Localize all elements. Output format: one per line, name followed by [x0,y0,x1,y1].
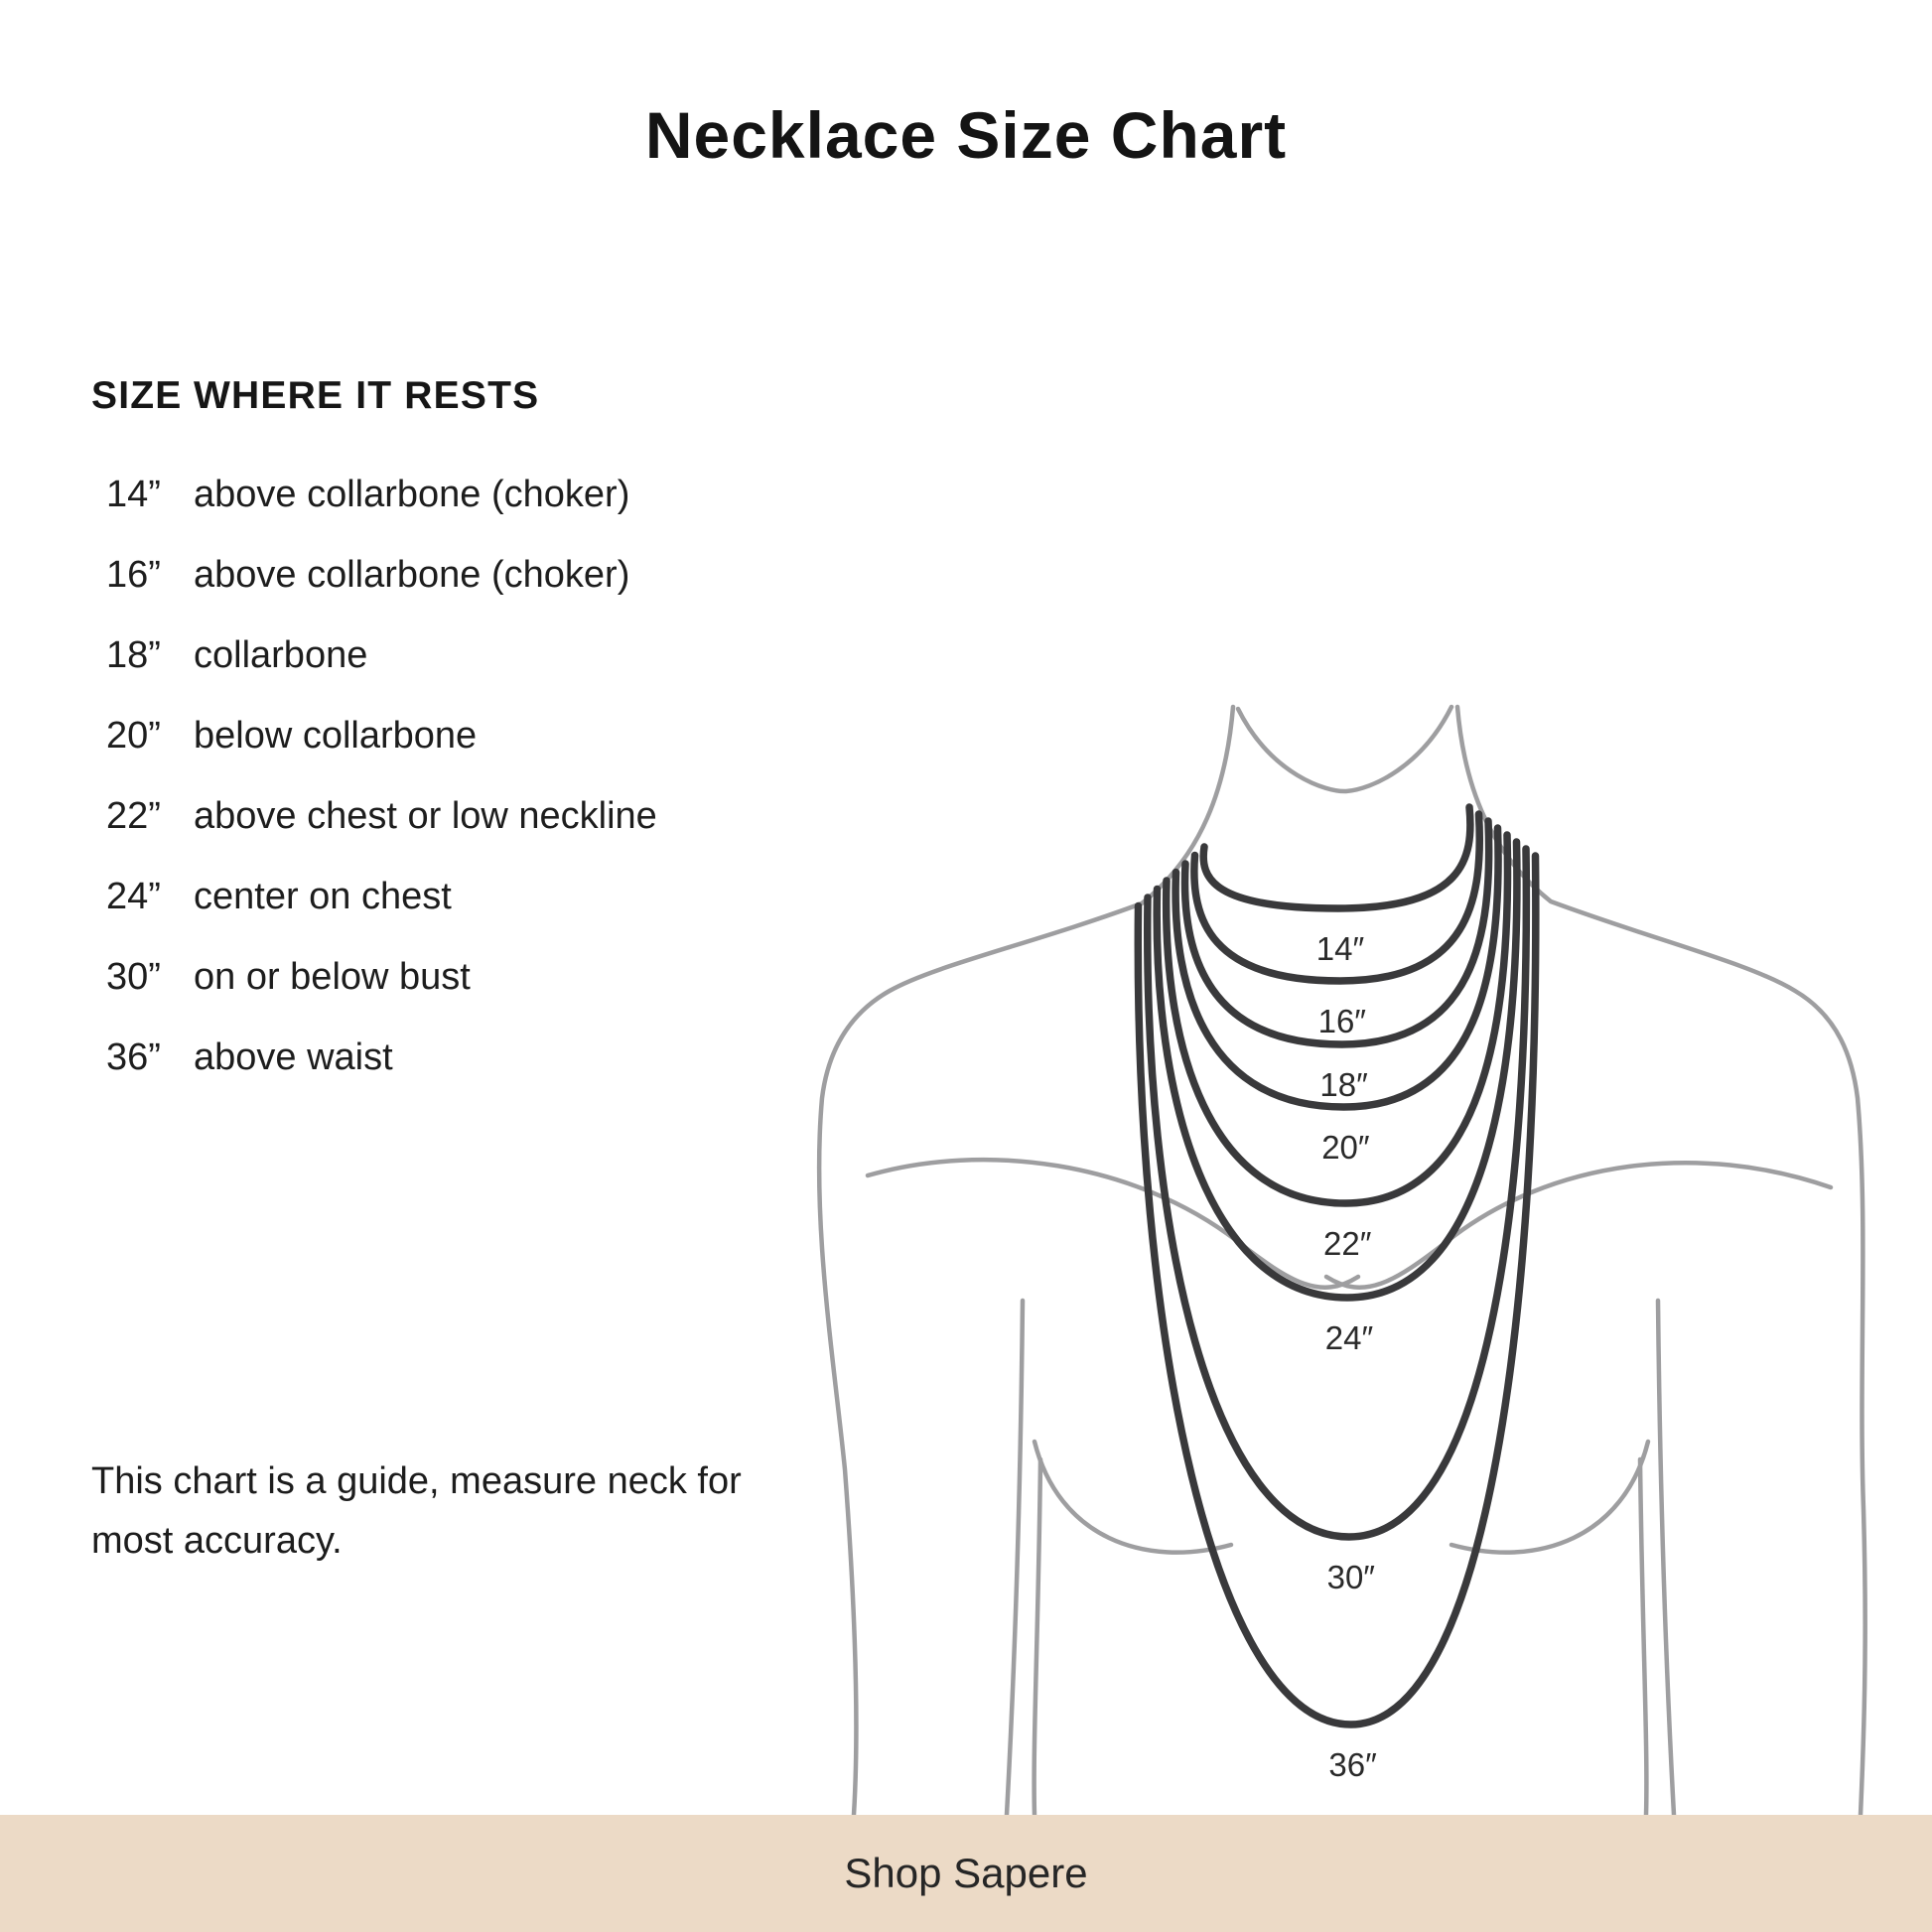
necklace-length-label-30: 30″ [1326,1559,1375,1595]
bust-curve-left [868,1160,1358,1288]
guide-note: This chart is a guide, measure neck for most accuracy. [91,1460,742,1562]
table-row [91,875,806,918]
table-row [91,553,806,597]
necklace-path-18 [1184,821,1488,1044]
rest-cell: collarbone [194,634,368,676]
table-row [91,714,806,758]
size-cell: 22” [106,795,161,837]
torso-side-right [1640,1459,1646,1815]
size-cell: 16” [106,554,161,596]
rest-cell: center on chest [194,876,452,917]
size-cell: 14” [106,474,161,515]
necklace-length-label-24: 24″ [1324,1319,1374,1356]
size-table-rows [91,473,806,1079]
size-cell: 20” [106,715,161,757]
necklace-length-label-20: 20″ [1321,1129,1370,1166]
rests-column-header: WHERE IT RESTS [194,374,540,417]
chin-curve [1238,707,1451,791]
size-table-header [91,373,806,419]
rest-cell: above chest or low neckline [194,795,657,837]
rest-cell: on or below bust [194,956,471,998]
necklace-path-20 [1175,828,1498,1107]
rest-cell: above collarbone (choker) [194,554,630,596]
underbust-curve-left [1035,1442,1231,1553]
necklace-path-36 [1138,856,1536,1725]
size-cell: 24” [106,876,161,917]
rest-cell: below collarbone [194,715,478,757]
table-row [91,473,806,516]
table-row [91,633,806,677]
underbust-curve-right [1451,1442,1648,1553]
necklace-length-label-16: 16″ [1317,1003,1366,1039]
necklace-path-30 [1148,849,1527,1537]
necklace-path-24 [1157,842,1517,1298]
size-column-header: SIZE [91,374,183,417]
arm-inner-right [1658,1301,1674,1815]
footer-bar [0,1815,1932,1932]
body-outline-left [819,707,1233,1815]
body-outline-right [1457,707,1865,1815]
torso-side-left [1035,1459,1040,1815]
necklace-length-label-14: 14″ [1315,930,1365,967]
rest-cell: above waist [194,1036,393,1078]
size-cell: 36” [106,1036,161,1078]
necklace-length-label-36: 36″ [1328,1746,1377,1783]
necklace-path-22 [1167,835,1508,1203]
size-cell: 18” [106,634,161,676]
bust-curve-right [1326,1163,1831,1288]
rest-cell: above collarbone (choker) [194,474,630,515]
brand-name: Shop Sapere [844,1850,1088,1896]
necklace-path-16 [1194,814,1479,981]
arm-inner-left [1007,1301,1023,1815]
table-row [91,955,806,999]
size-table [91,373,806,1116]
table-row [91,1035,806,1079]
page-title: Necklace Size Chart [644,98,1288,172]
size-cell: 30” [106,956,161,998]
necklace-length-label-22: 22″ [1323,1225,1372,1262]
necklace-path-14 [1203,807,1470,908]
necklace-length-label-18: 18″ [1319,1066,1368,1103]
table-row [91,794,806,838]
